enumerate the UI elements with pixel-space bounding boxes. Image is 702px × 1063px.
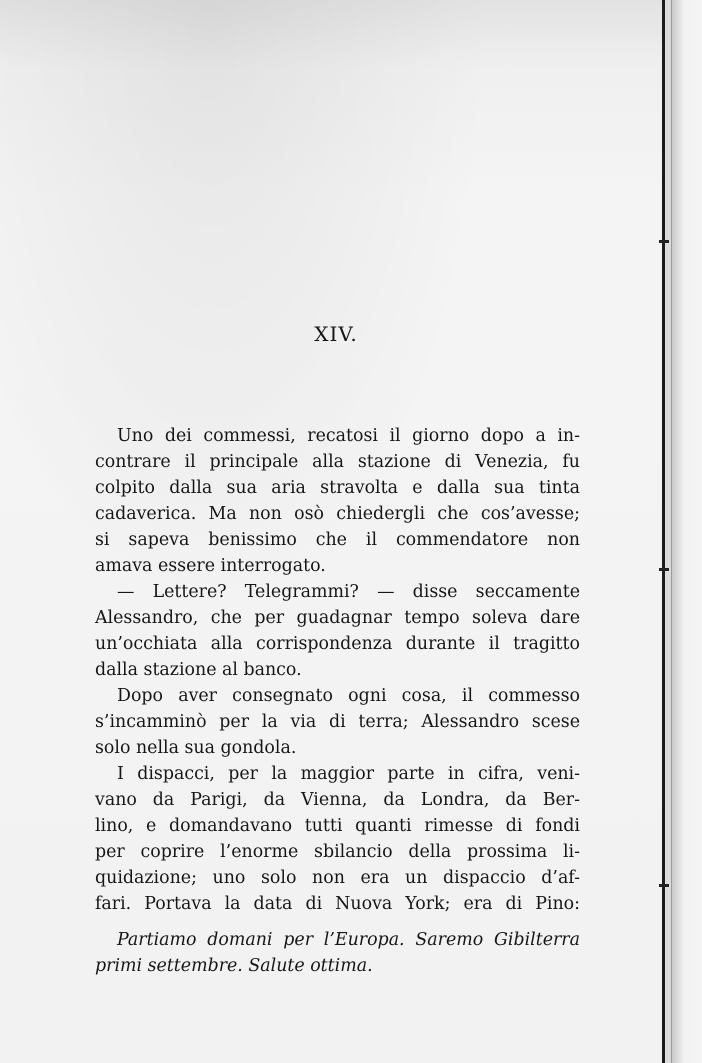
text-line: colpito dalla sua aria stravolta e dalla sua tinta xyxy=(95,478,580,498)
paragraph xyxy=(95,579,580,683)
text-line: vano da Parigi, da Vienna, da Londra, da Ber- xyxy=(95,790,580,810)
book-spine-edge xyxy=(662,0,672,1063)
spine-mark xyxy=(659,240,669,243)
text-line: I dispacci, per la maggior parte in cifra, veni- xyxy=(117,764,580,784)
telegram-line: primi settembre. Salute ottima. xyxy=(95,956,373,976)
paragraph xyxy=(95,683,580,761)
spine-mark xyxy=(659,884,669,887)
text-line: s’incamminò per la via di terra; Alessandro scese xyxy=(95,712,580,732)
text-line: fari. Portava la data di Nuova York; era di Pino: xyxy=(95,894,580,914)
chapter-title: XIV. xyxy=(314,322,358,346)
chapter-text xyxy=(95,423,580,979)
text-line: per coprire l’enorme sbilancio della prossima li- xyxy=(95,842,580,862)
text-line: contrare il principale alla stazione di Venezia, fu xyxy=(95,452,580,472)
telegram-text xyxy=(95,927,580,979)
text-line: Uno dei commessi, recatosi il giorno dopo a in- xyxy=(117,426,580,446)
text-line: cadaverica. Ma non osò chiedergli che cos’avesse; xyxy=(95,504,580,524)
text-line: amava essere interrogato. xyxy=(95,556,326,576)
text-line: quidazione; uno solo non era un dispaccio d’af- xyxy=(95,868,580,888)
text-line: solo nella sua gondola. xyxy=(95,738,297,758)
text-line: si sapeva benissimo che il commendatore non xyxy=(95,530,580,550)
text-line: lino, e domandavano tutti quanti rimesse di fondi xyxy=(95,816,580,836)
spine-mark xyxy=(659,568,669,571)
telegram-line: Partiamo domani per l’Europa. Saremo Gibilterra xyxy=(117,930,580,950)
text-line: — Lettere? Telegrammi? — disse seccamente xyxy=(117,582,580,602)
text-line: Dopo aver consegnato ogni cosa, il commesso xyxy=(117,686,580,706)
page-margin-edge xyxy=(672,0,702,1063)
paragraph xyxy=(95,761,580,917)
text-line: un’occhiata alla corrispondenza durante il tragitto xyxy=(95,634,580,654)
paragraph xyxy=(95,423,580,579)
text-line: Alessandro, che per guadagnar tempo soleva dare xyxy=(95,608,580,628)
text-line: dalla stazione al banco. xyxy=(95,660,302,680)
